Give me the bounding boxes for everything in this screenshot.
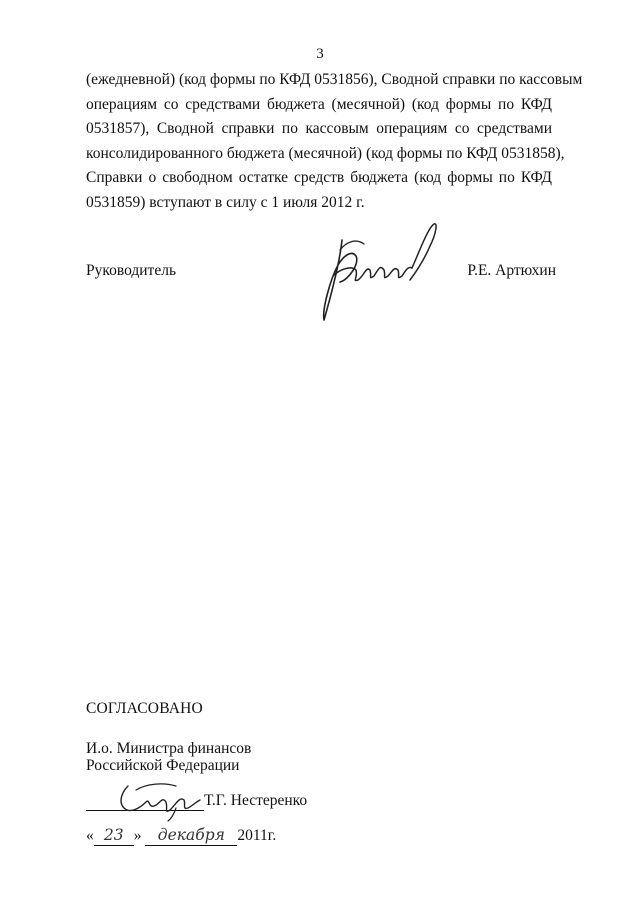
- body-line: консолидированного бюджета (месячной) (код формы по КФД 0531858),: [86, 144, 565, 162]
- body-paragraph: [86, 68, 583, 215]
- approval-heading: СОГЛАСОВАНО: [86, 700, 203, 717]
- signatory-name: Р.Е. Артюхин: [467, 262, 556, 279]
- approver-role-line: Российской Федерации: [86, 757, 240, 774]
- date-close-quote: »: [133, 827, 142, 844]
- body-line: операциям со средствами бюджета (месячной) (код формы по КФД: [86, 95, 552, 113]
- date-open-quote: «: [86, 827, 94, 844]
- date-year: 2011г.: [237, 827, 277, 844]
- approver-role-line: И.о. Министра финансов: [86, 740, 252, 757]
- date-day: [94, 826, 134, 846]
- body-line: 0531859) вступают в силу с 1 июля 2012 г.: [86, 193, 365, 211]
- date-month-value: декабря: [157, 826, 225, 844]
- body-line: 0531857), Сводной справки по кассовым операциям со средствами: [86, 120, 552, 137]
- body-line: (ежедневной) (код формы по КФД 0531856), Сводной справки по кассовым: [86, 71, 583, 88]
- approval-date: [86, 826, 276, 846]
- approver-name: Т.Г. Нестеренко: [204, 792, 308, 809]
- date-day-value: 23: [103, 826, 124, 844]
- approver-role: [86, 740, 251, 774]
- page-number: 3: [316, 46, 324, 62]
- signatory-title: Руководитель: [86, 262, 177, 279]
- date-month: [145, 826, 237, 846]
- body-line: Справки о свободном остатке средств бюджета (код формы по КФД: [86, 169, 552, 186]
- handwritten-signature-icon: [312, 220, 442, 325]
- approver-signature-icon: [106, 778, 206, 823]
